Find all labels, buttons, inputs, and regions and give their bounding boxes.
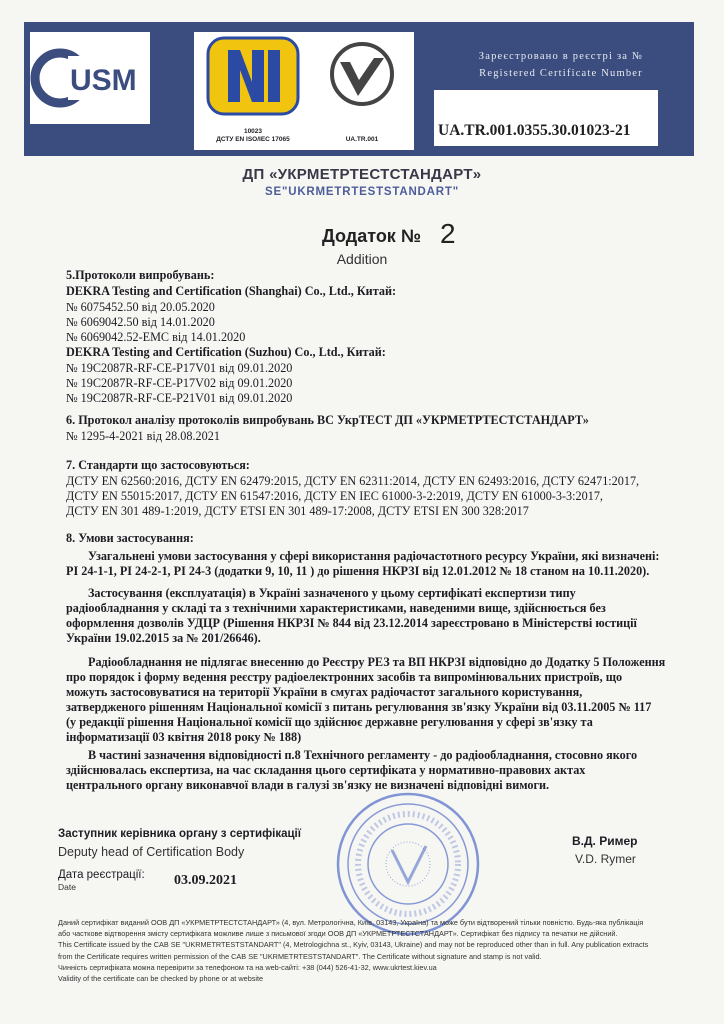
- registry-label-en: Registered Certificate Number: [479, 68, 643, 79]
- conditions-line: можуть застосовуватися на території України в смугах радіочастот загального користування,: [66, 685, 583, 699]
- org-name-en: SE"UKRMETRTESTSTANDART": [265, 186, 459, 198]
- caption-line-1: 10023: [243, 128, 263, 135]
- conditions-line: інформатизації 03 квітня 2018 року № 188): [66, 730, 302, 744]
- report-item: № 19C2087R-RF-CE-P17V01 від 09.01.2020: [66, 361, 293, 375]
- signatory-name-en: V.D. Rymer: [575, 852, 636, 866]
- usm-logo: [30, 32, 150, 124]
- conditions-line: Узагальнені умови застосування у сфері використання радіочастотного ресурсу України, які визначені:: [88, 549, 660, 563]
- registry-label: [436, 48, 686, 82]
- report-item: № 6075452.50 від 20.05.2020: [66, 300, 215, 314]
- section-title: 6. Протокол аналізу протоколів випробувань ВС УкрТЕСТ ДП «УКРМЕТРТЕСТСТАНДАРТ»: [66, 413, 589, 427]
- conditions-line: РІ 24-1-1, РІ 24-2-1, РІ 24-3 (додатки 9, 10, 11 ) до рішення НКРЗІ від 12.01.2012 № 18 станом на 10.11.2020).: [66, 564, 650, 578]
- report-item: № 6069042.52-EMC від 14.01.2020: [66, 330, 246, 344]
- conditions-line: здійснювалась експертиза, на час складання цього сертифіката у нормативно-правових актах: [66, 763, 586, 777]
- conditions-line: Радіообладнання не підлягає внесенню до Реєстру РЕЗ та ВП НКРЗІ відповідно до Додатку 5 Положення: [88, 655, 666, 669]
- ukrainian-conformity-logo: [194, 32, 312, 150]
- lab-name: DEKRA Testing and Certification (Suzhou) Co., Ltd., Китай:: [66, 345, 386, 359]
- signatory-title-ua: Заступник керівника органу з сертифікації: [58, 828, 301, 840]
- org-name-ua: ДП «УКРМЕТРТЕСТСТАНДАРТ»: [242, 166, 482, 183]
- conditions-line: України 19.02.2015 за № 201/26646).: [66, 631, 261, 645]
- conditions-line: радіообладнання у складі та з технічними характеристиками, наведеними вище, здійснюється без: [66, 601, 606, 615]
- caption-line-2: ДСТУ EN ISO/IEC 17065: [216, 136, 290, 143]
- section-title: 5.Протоколи випробувань:: [66, 268, 215, 282]
- standards-line: ДСТУ EN 301 489-1:2019, ДСТУ ETSI EN 301 489-17:2008, ДСТУ ETSI EN 300 328:2017: [66, 504, 529, 518]
- registration-date-label-ua: Дата реєстрації:: [58, 869, 145, 881]
- section-title: 8. Умови застосування:: [66, 531, 194, 545]
- conditions-line: про порядок і форму ведення реєстру радіоелектронних засобів та випромінювальних пристроїв, що: [66, 670, 623, 684]
- standards-line: ДСТУ EN 55015:2017, ДСТУ EN 61547:2016, ДСТУ EN IEC 61000-3-2:2019, ДСТУ EN 61000-3-3:2017,: [66, 489, 603, 503]
- official-seal-stamp: [334, 790, 482, 938]
- registration-date-label-en: Date: [58, 882, 76, 892]
- footer-line: Даний сертифікат виданий ООВ ДП «УКРМЕТРТЕСТСТАНДАРТ» (4, вул. Метрологічна, Київ, 03143, Україна) та може бути відтворений тільки повністю. Будь-яка публікація: [58, 918, 644, 927]
- standards-line: ДСТУ EN 62560:2016, ДСТУ EN 62479:2015, ДСТУ EN 62311:2014, ДСТУ EN 62493:2016, ДСТУ 62471:2017,: [66, 474, 640, 488]
- section-title: 7. Стандарти що застосовуються:: [66, 458, 250, 472]
- footer-line: from the Certificate requires written permission of the CAB SE "UKRMETRTESTSTANDART". The Certificate without signature and stamp is not valid.: [58, 951, 542, 961]
- footer-line: або часткове відтворення змісту сертифіката можливе лише з письмової згоди ООВ ДП «УКРМЕТРТЕСТСТАНДАРТ». Сертифікат без підпису та печатки не дійсний.: [58, 929, 618, 939]
- signatory-name-ua: В.Д. Ример: [572, 834, 638, 848]
- registration-date: 03.09.2021: [174, 873, 237, 888]
- footer-line: This Certificate issued by the CAB SE "UKRMETRTESTSTANDART" (4, Metrologichna st., Kyiv, 03143, Ukraine) and may not be reproduced other than in full. Any publication extracts: [58, 940, 649, 950]
- addendum-number: 2: [440, 218, 456, 249]
- report-item: № 19C2087R-RF-CE-P21V01 від 09.01.2020: [66, 391, 293, 405]
- conditions-line: Застосування (експлуатація) в Україні зазначеного у цьому сертифікаті експертизи типу: [88, 586, 576, 600]
- registry-label-ua: Зареєстровано в реєстрі за №: [478, 51, 644, 62]
- conditions-line: затвердженого рішенням Національної комісії з питань регулювання зв'язку України від 03.11.2005 № 117: [66, 700, 652, 714]
- lab-name: DEKRA Testing and Certification (Shanghai) Co., Ltd., Китай:: [66, 284, 397, 298]
- footer-line: Validity of the certificate can be checked by phone or at website: [58, 974, 264, 984]
- footer-line: Чинність сертифіката можна перевірити за телефоном та на web-сайті: +38 (044) 526-41-32, www.ukrtest.kiev.ua: [58, 962, 437, 972]
- national-conformity-mark: [310, 32, 414, 150]
- legal-footer: [58, 917, 698, 984]
- conditions-line: (у редакції рішення Національної комісії що здійснює державне регулювання у сфері зв'язку та: [66, 715, 593, 729]
- national-mark-caption: UA.TR.001: [345, 136, 379, 143]
- conditions-line: центрального органу виконавчої влади в галузі зв'язку не визначені відповідні вимоги.: [66, 778, 550, 792]
- conditions-line: оформлення дозволів УДЦР (Рішення НКРЗІ № 844 від 23.12.2014 зареєстровано в Міністерстві юстиції: [66, 616, 637, 630]
- conditions-line: В частині зазначення відповідності п.8 Технічного регламенту - до радіообладнання, стосовно якого: [88, 748, 638, 762]
- addendum-label-en: Addition: [336, 251, 388, 267]
- addendum-label: Додаток №: [322, 226, 421, 246]
- protocol-item: № 1295-4-2021 від 28.08.2021: [66, 429, 220, 443]
- signatory-title-en: Deputy head of Certification Body: [58, 845, 245, 859]
- registry-number: UA.TR.001.0355.30.01023-21: [438, 122, 631, 139]
- report-item: № 19C2087R-RF-CE-P17V02 від 09.01.2020: [66, 376, 293, 390]
- ukrainian-conformity-caption: [194, 128, 312, 144]
- report-item: № 6069042.50 від 14.01.2020: [66, 315, 215, 329]
- usm-logo-text: USM: [70, 64, 137, 97]
